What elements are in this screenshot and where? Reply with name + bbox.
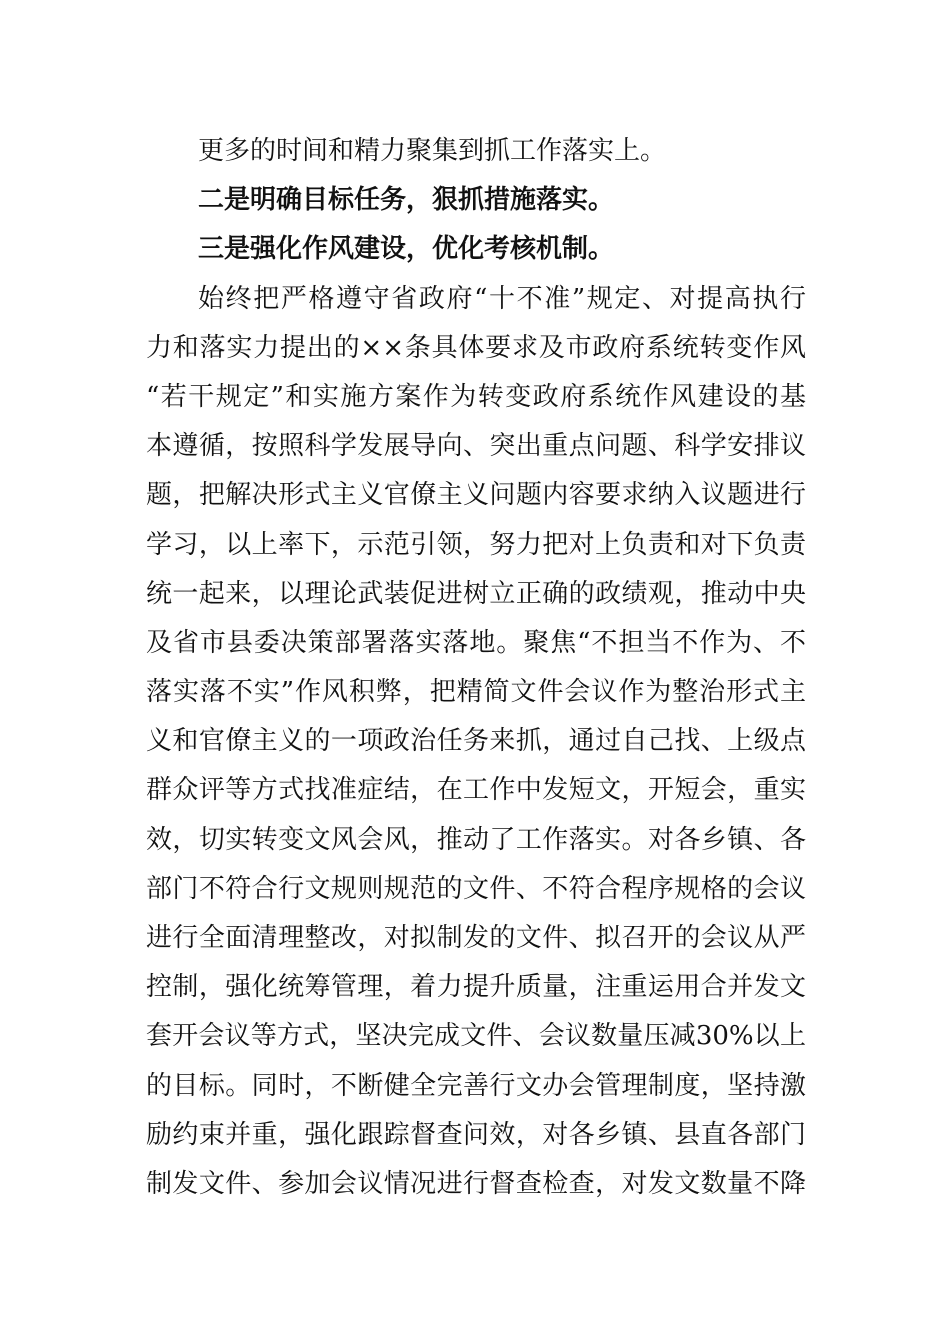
paragraph-line: 励约束并重，强化跟踪督查问效，对各乡镇、县直各部门 xyxy=(146,1119,806,1150)
paragraph-line: 效，切实转变文风会风，推动了工作落实。对各乡镇、各 xyxy=(146,824,806,855)
paragraph-line: 落实落不实”作风积弊，把精简文件会议作为整治形式主 xyxy=(146,677,806,708)
paragraph-line: 的目标。同时，不断健全完善行文办会管理制度，坚持激 xyxy=(146,1070,806,1101)
paragraph-line: 控制，强化统筹管理，着力提升质量，注重运用合并发文 xyxy=(146,972,806,1003)
heading-point-three: 三是强化作风建设，优化考核机制。 xyxy=(198,234,615,265)
paragraph-line: 及省市县委决策部署落实落地。聚焦“不担当不作为、不 xyxy=(146,627,806,658)
paragraph-line: 部门不符合行文规则规范的文件、不符合程序规格的会议 xyxy=(146,873,806,904)
paragraph-line: 学习，以上率下，示范引领，努力把对上负责和对下负责 xyxy=(146,529,806,560)
paragraph-line: 套开会议等方式，坚决完成文件、会议数量压减30%以上 xyxy=(146,1021,806,1052)
paragraph-line: 制发文件、参加会议情况进行督查检查，对发文数量不降 xyxy=(146,1168,806,1199)
heading-point-two: 二是明确目标任务，狠抓措施落实。 xyxy=(198,185,615,216)
paragraph-line-continuation: 更多的时间和精力聚集到抓工作落实上。 xyxy=(198,136,667,166)
paragraph-line: 进行全面清理整改，对拟制发的文件、拟召开的会议从严 xyxy=(146,923,806,953)
paragraph-line: 力和落实力提出的××条具体要求及市政府系统转变作风 xyxy=(146,332,806,363)
paragraph-line: 义和官僚主义的一项政治任务来抓，通过自己找、上级点 xyxy=(146,726,806,757)
paragraph-line: 统一起来，以理论武装促进树立正确的政绩观，推动中央 xyxy=(146,578,806,609)
paragraph-line: 本遵循，按照科学发展导向、突出重点问题、科学安排议 xyxy=(146,431,806,462)
paragraph-line: 群众评等方式找准症结，在工作中发短文，开短会，重实 xyxy=(146,775,806,806)
paragraph-line: 始终把严格遵守省政府“十不准”规定、对提高执行 xyxy=(198,283,806,314)
paragraph-line: “若干规定”和实施方案作为转变政府系统作风建设的基 xyxy=(146,381,806,412)
body-text xyxy=(146,127,806,1209)
paragraph-line: 题，把解决形式主义官僚主义问题内容要求纳入议题进行 xyxy=(146,480,806,511)
